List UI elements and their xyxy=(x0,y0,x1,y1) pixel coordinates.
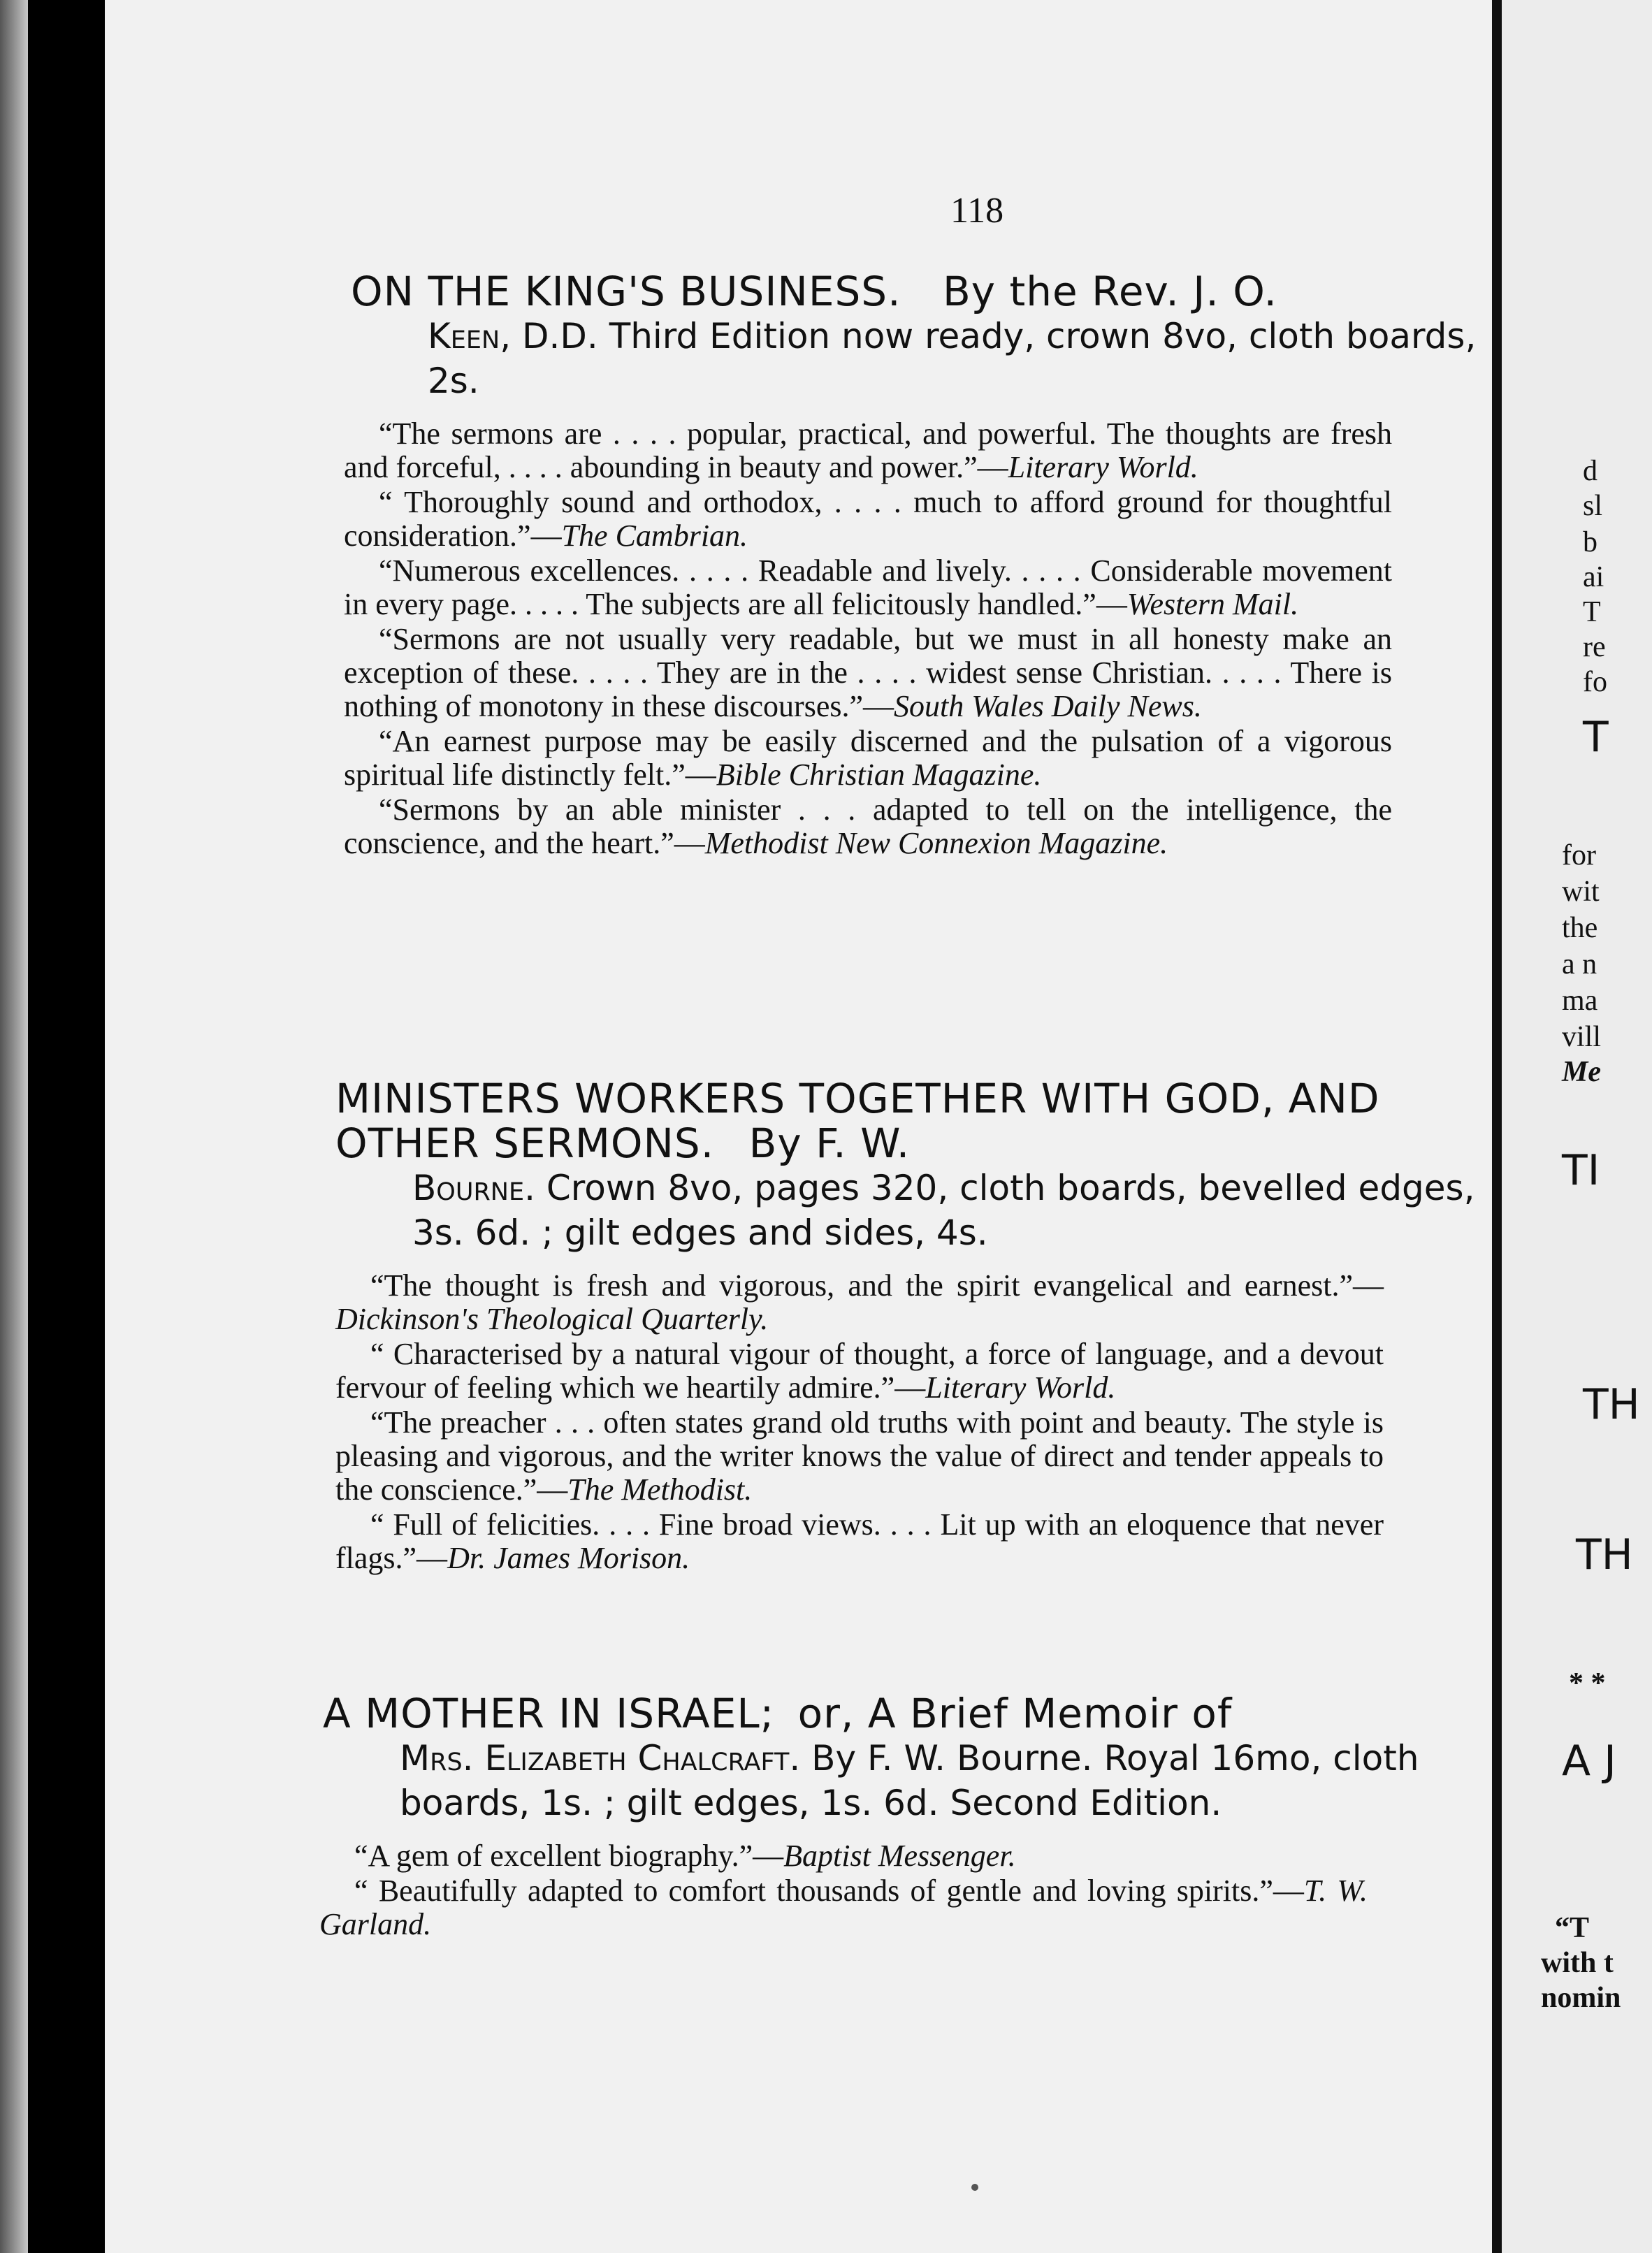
entry-description xyxy=(400,1736,1469,1825)
facing-text-fragment: nomin xyxy=(1541,1982,1621,2014)
facing-text-fragment: a n xyxy=(1562,948,1597,980)
facing-text-fragment: A J xyxy=(1562,1737,1616,1785)
review-source: Baptist Messenger. xyxy=(783,1839,1016,1873)
entry-description xyxy=(412,1166,1481,1255)
facing-text-fragment: TI xyxy=(1562,1146,1600,1195)
review-quote: “ Thoroughly sound and orthodox, . . . . much to afford ground for thoughtful consideration.”—The Cambrian. xyxy=(344,485,1392,553)
entry-title: ON THE KING'S BUSINESS. xyxy=(351,268,901,315)
review-quote: “The sermons are . . . . popular, practical, and powerful. The thoughts are fresh and forceful, . . . . abounding in beauty and power.”—Literary World. xyxy=(344,416,1392,484)
facing-text-fragment: the xyxy=(1562,912,1598,944)
facing-text-fragment: d xyxy=(1583,455,1597,487)
facing-text-fragment: ma xyxy=(1562,985,1598,1017)
review-quote: “The thought is fresh and vigorous, and the spirit evangelical and earnest.”—Dickinson's Theological Quarterly. xyxy=(335,1268,1384,1336)
book-entry xyxy=(335,1076,1481,1577)
review-quote: “Sermons are not usually very readable, but we must in all honesty make an exception of these. . . . . They are in the . . . . widest sense Christian. . . . . There is nothing of monotony in these discourses.”—South Wales Daily News. xyxy=(344,622,1392,723)
entry-author-line: By F. W. xyxy=(748,1120,911,1167)
facing-text-fragment: T xyxy=(1583,713,1609,762)
facing-text-fragment: vill xyxy=(1562,1021,1602,1053)
facing-text-fragment: re xyxy=(1583,631,1606,663)
print-speck xyxy=(971,2184,978,2191)
review-source: The Cambrian. xyxy=(561,519,748,553)
entry-title-line xyxy=(323,1691,1469,1736)
entry-author-name: Keen, D.D. xyxy=(428,316,598,356)
book-page xyxy=(105,0,1492,2253)
review-source: Literary World. xyxy=(925,1370,1116,1405)
facing-text-fragment: sl xyxy=(1583,490,1603,522)
facing-text-fragment: wit xyxy=(1562,876,1600,908)
entry-description xyxy=(428,314,1497,403)
review-source: South Wales Daily News. xyxy=(894,689,1202,723)
review-source: Methodist New Connexion Magazine. xyxy=(704,826,1168,860)
review-quote: “A gem of excellent biography.”—Baptist Messenger. xyxy=(354,1839,1016,1873)
review-source: Bible Christian Magazine. xyxy=(716,758,1042,792)
facing-text-fragment: fo xyxy=(1583,666,1607,698)
review-list xyxy=(344,417,1392,860)
review-quote: “Numerous excellences. . . . . Readable and lively. . . . . Considerable movement in every page. . . . . The subjects are all felicitously handled.”—Western Mail. xyxy=(344,553,1392,621)
facing-text-fragment: Me xyxy=(1562,1056,1601,1088)
entry-details: Crown 8vo, pages 320, cloth boards, bevelled edges, 3s. 6d. ; gilt edges and sides, 4s. xyxy=(412,1168,1475,1253)
facing-text-fragment: ai xyxy=(1583,561,1604,593)
entry-author-line: By the Rev. J. O. xyxy=(942,268,1277,315)
review-source: Dickinson's Theological Quarterly. xyxy=(335,1302,769,1336)
facing-text-fragment: b xyxy=(1583,526,1597,558)
facing-text-fragment: with t xyxy=(1541,1947,1614,1979)
page-number: 118 xyxy=(950,191,1004,231)
facing-text-fragment: * * xyxy=(1569,1667,1606,1700)
review-quote: “ Full of felicities. . . . Fine broad views. . . . Lit up with an eloquence that never flags.”—Dr. James Morison. xyxy=(335,1507,1384,1575)
review-quote: “An earnest purpose may be easily discerned and the pulsation of a vigorous spiritual life distinctly felt.”—Bible Christian Magazine. xyxy=(344,724,1392,792)
entry-title-line xyxy=(335,1076,1481,1166)
facing-text-fragment: “T xyxy=(1555,1912,1590,1944)
entry-details: By F. W. Bourne. Royal 16mo, cloth boards, 1s. ; gilt edges, 1s. 6d. Second Edition. xyxy=(400,1738,1419,1823)
review-list xyxy=(335,1269,1384,1575)
review-source: Western Mail. xyxy=(1126,587,1299,621)
review-source: T. W. Garland. xyxy=(319,1874,1368,1941)
review-quote: “ Beautifully adapted to comfort thousands of gentle and loving spirits.”—T. W. Garland. xyxy=(319,1874,1368,1941)
page-gutter-rule xyxy=(1492,0,1502,2253)
facing-text-fragment: TH xyxy=(1583,1380,1640,1429)
review-source: Literary World. xyxy=(1008,450,1198,484)
facing-text-fragment: for xyxy=(1562,839,1596,871)
entry-author-name: Mrs. Elizabeth Chalcraft. xyxy=(400,1738,801,1779)
entry-author-name: Bourne. xyxy=(412,1168,535,1208)
book-entry xyxy=(319,1690,1469,1943)
review-quote: “The preacher . . . often states grand old truths with point and beauty. The style is pleasing and vigorous, and the writer knows the value of direct and tender appeals to the conscience.”—The Methodist. xyxy=(335,1405,1384,1507)
review-list xyxy=(319,1839,1368,1941)
review-quote: “Sermons by an able minister . . . adapted to tell on the intelligence, the conscience, and the heart.”—Methodist New Connexion Magazine. xyxy=(344,792,1392,860)
facing-text-fragment: T xyxy=(1583,596,1601,628)
review-quote: “ Characterised by a natural vigour of thought, a force of language, and a devout fervour of feeling which we heartily admire.”—Literary World. xyxy=(335,1337,1384,1405)
entry-title: MINISTERS WORKERS TOGETHER WITH GOD, AND OTHER SERMONS. xyxy=(335,1075,1380,1167)
book-entry xyxy=(344,268,1497,862)
binding-edge xyxy=(0,0,28,2253)
review-source: Dr. James Morison. xyxy=(447,1541,690,1575)
facing-page xyxy=(1492,0,1652,2253)
entry-title: A MOTHER IN ISRAEL; xyxy=(323,1690,775,1737)
review-source: The Methodist. xyxy=(567,1472,753,1507)
entry-title-line xyxy=(351,269,1497,314)
facing-text-fragment: TH xyxy=(1576,1530,1633,1579)
entry-author-line: or, A Brief Memoir of xyxy=(797,1690,1233,1737)
entry-details: Third Edition now ready, crown 8vo, cloth boards, 2s. xyxy=(428,316,1477,401)
